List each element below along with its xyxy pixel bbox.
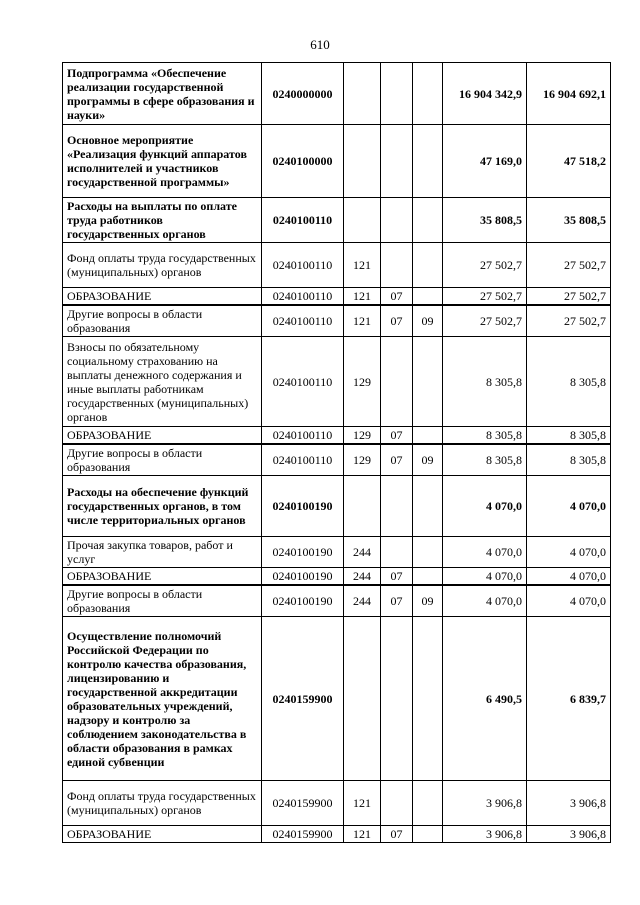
section-cell [381,198,413,243]
subsection-cell [413,63,443,125]
page-number: 610 [310,37,330,52]
row-name-cell: ОБРАЗОВАНИЕ [63,568,262,586]
row-name-cell: Другие вопросы в области образования [63,305,262,337]
subsection-cell [413,427,443,445]
subsection-cell [413,337,443,427]
amount-year-1-cell: 6 490,5 [443,617,527,781]
subsection-cell [413,781,443,826]
row-name-cell: Другие вопросы в области образования [63,444,262,476]
amount-year-2-cell: 6 839,7 [527,617,611,781]
target-code-cell: 0240100110 [262,337,344,427]
section-cell [381,63,413,125]
section-cell: 07 [381,585,413,617]
amount-year-1-cell: 27 502,7 [443,243,527,288]
amount-year-2-cell: 27 502,7 [527,305,611,337]
section-cell: 07 [381,305,413,337]
row-name-cell: Фонд оплаты труда государственных (муниципальных) органов [63,781,262,826]
section-cell: 07 [381,444,413,476]
row-name-cell: ОБРАЗОВАНИЕ [63,826,262,843]
amount-year-1-cell: 4 070,0 [443,537,527,568]
expense-type-cell [344,617,381,781]
subsection-cell: 09 [413,585,443,617]
table-row [63,826,611,843]
row-name-cell: Основное мероприятие «Реализация функций аппаратов исполнителей и участников государственной программы» [63,125,262,198]
amount-year-2-cell: 3 906,8 [527,781,611,826]
row-name-cell: Расходы на обеспечение функций государственных органов, в том числе территориальных органов [63,476,262,537]
table-row [63,337,611,427]
amount-year-1-cell: 3 906,8 [443,781,527,826]
amount-year-1-cell: 4 070,0 [443,568,527,586]
table-row [63,568,611,586]
target-code-cell: 0240100110 [262,198,344,243]
target-code-cell: 0240100110 [262,427,344,445]
section-cell: 07 [381,826,413,843]
table-row [63,427,611,445]
amount-year-1-cell: 3 906,8 [443,826,527,843]
amount-year-1-cell: 27 502,7 [443,288,527,306]
row-name-cell: Прочая закупка товаров, работ и услуг [63,537,262,568]
row-name-cell: ОБРАЗОВАНИЕ [63,288,262,306]
subsection-cell [413,537,443,568]
section-cell [381,537,413,568]
section-cell [381,337,413,427]
expense-type-cell: 121 [344,243,381,288]
table-row [63,305,611,337]
row-name-cell: Расходы на выплаты по оплате труда работников государственных органов [63,198,262,243]
amount-year-1-cell: 8 305,8 [443,444,527,476]
expense-type-cell: 244 [344,568,381,586]
subsection-cell: 09 [413,444,443,476]
table-row [63,617,611,781]
target-code-cell: 0240100110 [262,288,344,306]
expense-type-cell: 121 [344,781,381,826]
budget-table-body [63,63,611,843]
expense-type-cell: 121 [344,305,381,337]
amount-year-2-cell: 16 904 692,1 [527,63,611,125]
section-cell: 07 [381,427,413,445]
amount-year-1-cell: 8 305,8 [443,427,527,445]
target-code-cell: 0240100000 [262,125,344,198]
subsection-cell [413,288,443,306]
amount-year-1-cell: 8 305,8 [443,337,527,427]
subsection-cell: 09 [413,305,443,337]
table-row [63,585,611,617]
section-cell [381,125,413,198]
expense-type-cell: 244 [344,537,381,568]
target-code-cell: 0240100110 [262,444,344,476]
amount-year-1-cell: 35 808,5 [443,198,527,243]
section-cell: 07 [381,568,413,586]
amount-year-1-cell: 4 070,0 [443,476,527,537]
row-name-cell: Взносы по обязательному социальному страхованию на выплаты денежного содержания и иные выплаты работникам государственных (муниципальных) органов [63,337,262,427]
amount-year-1-cell: 16 904 342,9 [443,63,527,125]
amount-year-2-cell: 3 906,8 [527,826,611,843]
subsection-cell [413,243,443,288]
amount-year-2-cell: 8 305,8 [527,337,611,427]
subsection-cell [413,476,443,537]
amount-year-2-cell: 27 502,7 [527,288,611,306]
subsection-cell [413,826,443,843]
amount-year-2-cell: 4 070,0 [527,568,611,586]
expense-type-cell: 129 [344,427,381,445]
section-cell: 07 [381,288,413,306]
section-cell [381,781,413,826]
expense-type-cell: 244 [344,585,381,617]
amount-year-2-cell: 47 518,2 [527,125,611,198]
target-code-cell: 0240100110 [262,243,344,288]
expense-type-cell [344,125,381,198]
target-code-cell: 0240159900 [262,781,344,826]
target-code-cell: 0240159900 [262,826,344,843]
target-code-cell: 0240100190 [262,476,344,537]
amount-year-1-cell: 4 070,0 [443,585,527,617]
target-code-cell: 0240100190 [262,537,344,568]
amount-year-2-cell: 4 070,0 [527,585,611,617]
amount-year-2-cell: 8 305,8 [527,444,611,476]
row-name-cell: Подпрограмма «Обеспечение реализации государственной программы в сфере образования и науки» [63,63,262,125]
table-row [63,63,611,125]
target-code-cell: 0240159900 [262,617,344,781]
section-cell [381,476,413,537]
section-cell [381,243,413,288]
expense-type-cell [344,198,381,243]
expense-type-cell [344,476,381,537]
expense-type-cell: 121 [344,288,381,306]
row-name-cell: Фонд оплаты труда государственных (муниципальных) органов [63,243,262,288]
amount-year-2-cell: 27 502,7 [527,243,611,288]
subsection-cell [413,568,443,586]
amount-year-1-cell: 47 169,0 [443,125,527,198]
subsection-cell [413,125,443,198]
table-row [63,198,611,243]
target-code-cell: 0240100190 [262,568,344,586]
row-name-cell: ОБРАЗОВАНИЕ [63,427,262,445]
target-code-cell: 0240100190 [262,585,344,617]
table-row [63,476,611,537]
target-code-cell: 0240100110 [262,305,344,337]
table-row [63,243,611,288]
table-row [63,537,611,568]
row-name-cell: Осуществление полномочий Российской Федерации по контролю качества образования, лицензированию и государственной аккредитации образовательных учреждений, надзору и контролю за соблюдением законодательства в области образования в рамках единой субвенции [63,617,262,781]
budget-table [62,62,611,843]
row-name-cell: Другие вопросы в области образования [63,585,262,617]
section-cell [381,617,413,781]
amount-year-2-cell: 4 070,0 [527,537,611,568]
expense-type-cell: 121 [344,826,381,843]
target-code-cell: 0240000000 [262,63,344,125]
amount-year-2-cell: 8 305,8 [527,427,611,445]
amount-year-2-cell: 35 808,5 [527,198,611,243]
expense-type-cell: 129 [344,444,381,476]
expense-type-cell: 129 [344,337,381,427]
table-row [63,125,611,198]
subsection-cell [413,617,443,781]
expense-type-cell [344,63,381,125]
table-row [63,288,611,306]
table-row [63,444,611,476]
subsection-cell [413,198,443,243]
amount-year-1-cell: 27 502,7 [443,305,527,337]
table-row [63,781,611,826]
amount-year-2-cell: 4 070,0 [527,476,611,537]
